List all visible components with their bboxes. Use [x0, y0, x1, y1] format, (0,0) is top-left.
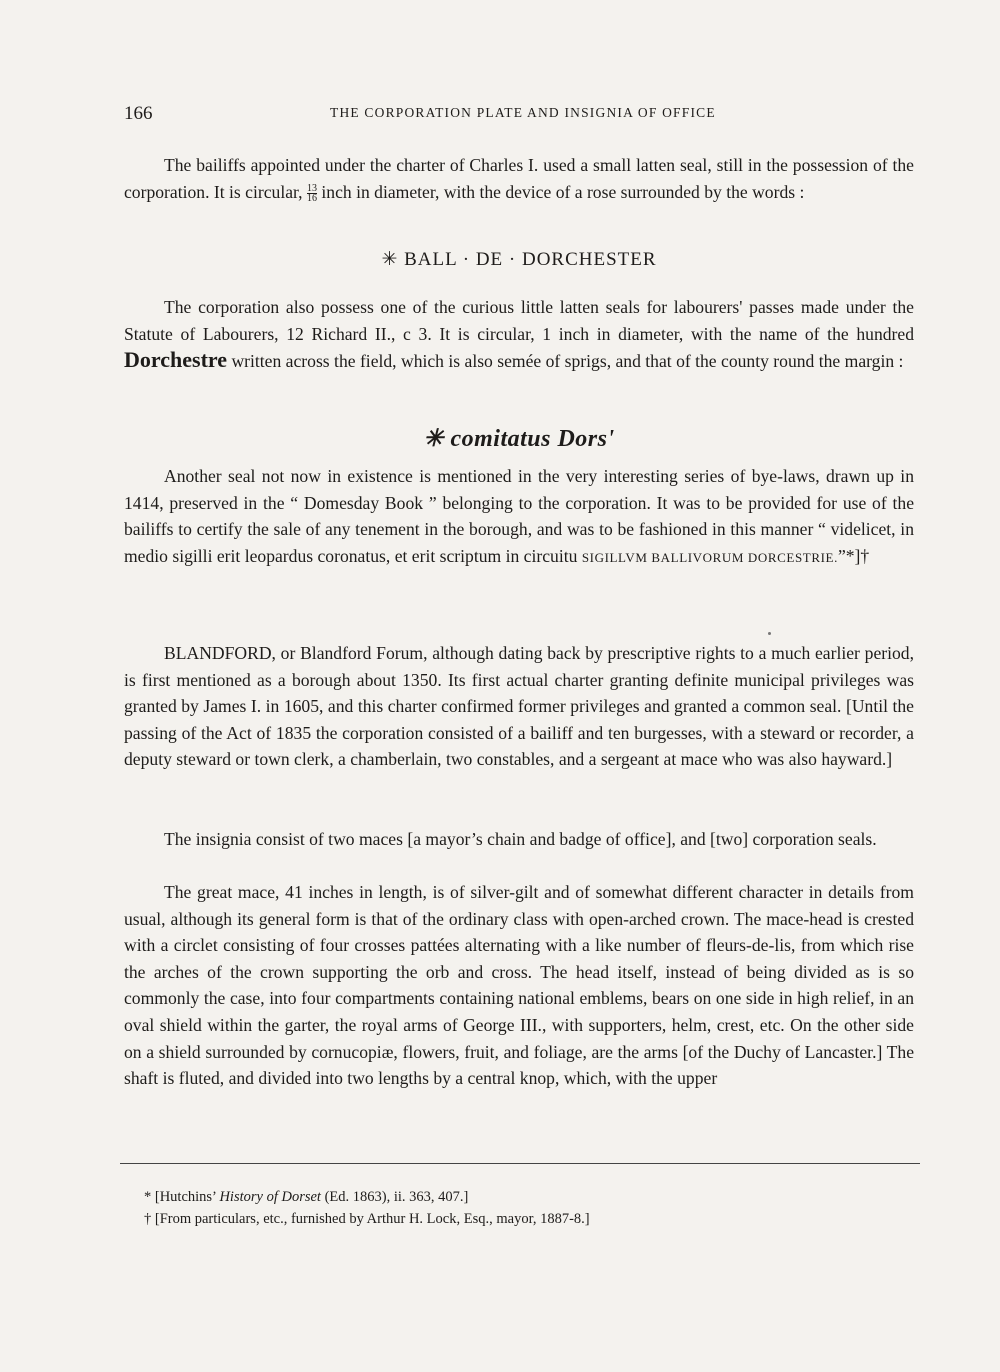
- paragraph-great-mace: [124, 879, 914, 1092]
- book-title: History of Dorset: [219, 1189, 321, 1205]
- text: The insignia consist of two maces [a mayor’s chain and badge of office], and [two] corporation seals.: [164, 829, 877, 849]
- seal-inscription: SIGILLVM BALLIVORUM DORCESTRIE.: [581, 549, 838, 565]
- text: ”*]†: [837, 545, 870, 566]
- text: The great mace, 41 inches in length, is of silver-gilt and of somewhat different character in details from usual, although its general form is that of the ordinary class with open-arched crown. The mace-head is crested with a circlet consisting of four crosses pattées alternating with a like number of fleurs-de-lis, from which rise the arches of the crown supporting the orb and cross. The head itself, instead of being divided as is so commonly the case, into four compartments containing national emblems, bears on one side in high relief, in an oval shield within the garter, the royal arms of George III., with supporters, helm, crest, etc. On the other side on a shield surrounded by cornucopiæ, flowers, fruit, and foliage, are the arms [of the Duchy of Lancaster.] The shaft is fluted, and divided into two lengths by a central knop, which, with the upper: [124, 882, 914, 1089]
- fraction-denominator: 16: [307, 193, 317, 205]
- text: inch in diameter, with the device of a rose surrounded by the words :: [321, 181, 805, 202]
- running-title: THE CORPORATION PLATE AND INSIGNIA OF OFFICE: [330, 105, 716, 120]
- seal-legend-county: ✳ comitatus Dors': [423, 426, 615, 452]
- text: written across the field, which is also semée of sprigs, and that of the county round the margin :: [231, 351, 904, 372]
- footnote-1: [144, 1187, 468, 1207]
- text: BLANDFORD, or Blandford Forum, although dating back by prescriptive rights to a much earlier period, is first mentioned as a borough about 1350. Its first actual charter granting definite municipal privileges was granted by James I. in 1605, and this charter confirmed former privileges and granted a common seal. [Until the passing of the Act of 1835 the corporation consisted of a bailiff and ten burgesses, with a steward or recorder, a deputy steward or town clerk, a chamberlain, two constables, and a sergeant at mace who was also hayward.]: [124, 643, 914, 770]
- page-number: 166: [124, 103, 153, 124]
- footnote-rule: [120, 1163, 920, 1164]
- fraction-numerator: 13: [307, 183, 317, 195]
- text: The corporation also possess one of the curious little latten seals for labourers' passes made under the Statute of Labourers, 12 Richard II., c 3. It is circular, 1 inch in diameter, with the name of the hundred: [124, 297, 914, 344]
- footnote-marker: *: [144, 1189, 152, 1205]
- paragraph-bailiffs-seal: [124, 152, 914, 205]
- fraction: [307, 184, 317, 203]
- text: (Ed. 1863), ii. 363, 407.]: [324, 1189, 469, 1205]
- footnote-2: † [From particulars, etc., furnished by Arthur H. Lock, Esq., mayor, 1887-8.]: [144, 1211, 590, 1227]
- paragraph-blandford: [124, 640, 914, 773]
- paragraph-labourers-seal: [124, 294, 914, 375]
- running-header: [124, 103, 916, 125]
- page-speck: [768, 632, 771, 635]
- seal-legend-bailiffs: ✳ BALL · DE · DORCHESTER: [381, 249, 657, 270]
- text: Another seal not now in existence is mentioned in the very interesting series of bye-laws, drawn up in 1414, preserved in the “ Domesday Book ” belonging to the corporation. It was to be provided for use of the bailiffs to certify the sale of any tenement in the borough, and was to be fashioned in this manner “ videlicet, in medio sigilli erit leopardus coronatus, et erit scriptum in circuitu: [124, 466, 914, 566]
- text: The bailiffs appointed under the charter of Charles I. used a small latten seal, still in the possession of the corporation. It is circular,: [124, 155, 914, 202]
- paragraph-insignia: [124, 826, 914, 853]
- blackletter-word: Dorchestre: [124, 347, 228, 373]
- text: [Hutchins’: [154, 1189, 216, 1205]
- paragraph-domesday-seal: [124, 463, 914, 571]
